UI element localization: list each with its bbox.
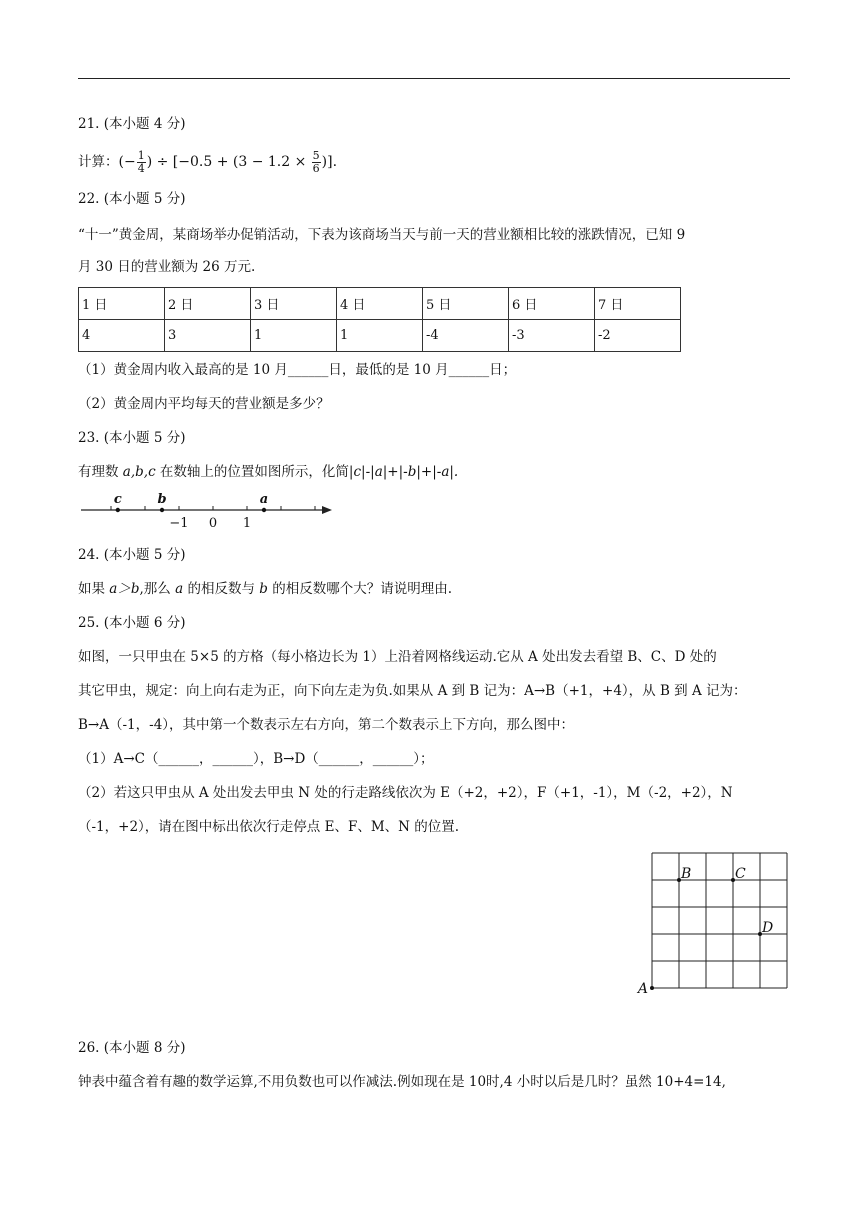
q21-fraction-1: $\frac{1}{4}$ (137, 149, 145, 175)
table-cell: -4 (423, 320, 509, 352)
number-line-figure (78, 488, 338, 532)
q22-line1: “十一”黄金周，某商场举办促销活动，下表为该商场当天与前一天的营业额相比较的涨跌情况，已知 9 (78, 227, 686, 243)
number-line-point (262, 508, 266, 512)
table-cell: 2 日 (165, 288, 251, 320)
grid-point-label: B (681, 866, 692, 882)
table-cell: 4 (79, 320, 165, 352)
table-cell: 1 (251, 320, 337, 352)
q24-header: 24. (本小题 5 分) (78, 547, 186, 563)
q22-part1: （1）黄金周内收入最高的是 10 月______日，最低的是 10 月______日； (78, 362, 517, 378)
number-line-point (160, 508, 164, 512)
table-cell: 6 日 (509, 288, 595, 320)
table-cell: 1 (337, 320, 423, 352)
grid-point-label: D (762, 920, 774, 936)
grid-point-label: C (735, 866, 746, 882)
grid-figure (630, 840, 800, 1000)
point-label: a (259, 492, 269, 507)
q21-header: 21. (本小题 4 分) (78, 116, 186, 132)
arrow-icon (322, 506, 332, 514)
grid-point (650, 986, 654, 990)
q21-expr-close: )]. (321, 154, 338, 170)
q21-fraction-2: $\frac{5}{6}$ (312, 149, 320, 175)
q22-part2: （2）黄金周内平均每天的营业额是多少？ (78, 396, 330, 412)
table-cell: 3 (165, 320, 251, 352)
sales-change-table (78, 287, 681, 352)
q22-header: 22. (本小题 5 分) (78, 191, 186, 207)
point-label: b (157, 492, 167, 507)
point-label: c (113, 492, 122, 507)
q24-line1: 如果 a＞b,那么 a 的相反数与 b 的相反数哪个大？请说明理由. (78, 581, 452, 597)
header-rule (78, 78, 790, 79)
q21-prefix: 计算： (78, 154, 119, 170)
q25-line3: B→A（-1，-4），其中第一个数表示左右方向，第二个数表示上下方向，那么图中： (78, 717, 575, 733)
q25-line2: 其它甲虫，规定：向上向右走为正，向下向左走为负.如果从 A 到 B 记为：A→B（+1，+4），从 B 到 A 记为： (78, 683, 747, 699)
table-row-days (79, 288, 681, 320)
q21-expr-open: (− (118, 154, 136, 170)
table-cell: 5 日 (423, 288, 509, 320)
grid-points (636, 866, 773, 997)
tick-label: 0 (208, 516, 218, 531)
tick-label: 1 (242, 516, 252, 531)
q25-part2-line2: （-1，+2），请在图中标出依次行走停点 E、F、M、N 的位置. (78, 819, 460, 835)
table-cell: 4 日 (337, 288, 423, 320)
q23-line: 有理数 a,b,c 在数轴上的位置如图所示，化简|c|-|a|+|-b|+|-a|. (78, 464, 459, 480)
q25-header: 25. (本小题 6 分) (78, 615, 186, 631)
q26-line1: 钟表中蕴含着有趣的数学运算,不用负数也可以作减法.例如现在是 10时,4 小时以后是几时？虽然 10+4=14, (78, 1074, 726, 1090)
q23-header: 23. (本小题 5 分) (78, 430, 186, 446)
q21-problem (78, 148, 337, 176)
table-cell: 1 日 (79, 288, 165, 320)
q25-part1: （1）A→C（______，______），B→D（______，______）； (78, 751, 434, 767)
table-cell: -2 (595, 320, 681, 352)
q26-header: 26. (本小题 8 分) (78, 1040, 186, 1056)
grid-point-label: A (637, 981, 648, 997)
number-line-points (114, 492, 268, 512)
table-cell: -3 (509, 320, 595, 352)
q25-part2-line1: （2）若这只甲虫从 A 处出发去甲虫 N 处的行走路线依次为 E（+2，+2），F（+1，-1），M（-2，+2），N (78, 785, 733, 801)
table-cell: 7 日 (595, 288, 681, 320)
q25-line1: 如图，一只甲虫在 5×5 的方格（每小格边长为 1）上沿着网格线运动.它从 A 处出发去看望 B、C、D 处的 (78, 649, 717, 665)
tick-label: −1 (169, 516, 189, 531)
q22-line2: 月 30 日的营业额为 26 万元. (78, 259, 256, 275)
table-cell: 3 日 (251, 288, 337, 320)
q21-expr-mid: ) ÷ [−0.5 + (3 − 1.2 × (146, 154, 307, 170)
table-row-changes (79, 320, 681, 352)
number-line-point (116, 508, 120, 512)
